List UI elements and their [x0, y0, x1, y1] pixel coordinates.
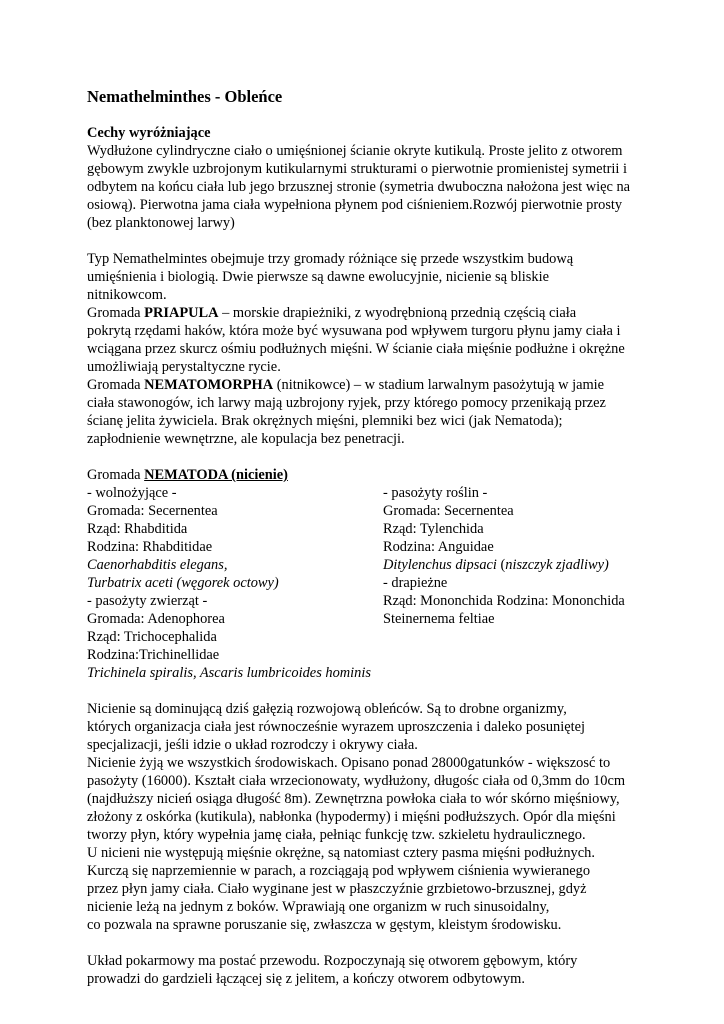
classification-right-column	[383, 484, 683, 628]
text-line: (bez planktonowej larwy)	[87, 215, 235, 231]
species-line	[383, 556, 683, 574]
text-line: pokrytą rzędami haków, która może być wysuwana pod wpływem turgoru płynu jamy ciała i	[87, 323, 621, 339]
text-fragment: (nitnikowce) – w stadium larwalnym pasożytują w jamie	[273, 377, 605, 393]
text-line: osiową). Pierwotna jama ciała wypełniona płynem pod ciśnieniem.Rozwój pierwotnie prosty	[87, 197, 623, 213]
text-line: Wydłużone cylindryczne ciało o umięśnionej ścianie okryte kutikulą. Proste jelito z otworem	[87, 143, 623, 159]
gromada-prefix: Gromada	[87, 305, 145, 321]
text-line: wciągana przez skurcz ośmiu podłużnych mięśni. W ścianie ciała mięśnie podłużne i okrężne	[87, 341, 625, 357]
text-line: odbytem na końcu ciała lub jego brzusznej stronie (symetria dwuboczna nałożona jest więc na	[87, 179, 631, 195]
text-line: pasożyty (16000). Kształt ciała wrzecionowaty, wydłużony, długośc ciała od 0,3mm do 10cm	[87, 773, 626, 789]
spacer	[87, 934, 687, 952]
text-fragment: (	[496, 557, 506, 573]
text-line: których organizacja ciała jest równocześnie wyrazem uproszczenia i daleko posuniętej	[87, 719, 585, 735]
taxon-rzad-rodzina: Rząd: Mononchida Rodzina: Mononchida	[383, 593, 625, 609]
text-line: Kurczą się naprzemiennie w parach, a rozciągają pod wpływem ciśnienia wywieranego	[87, 863, 591, 879]
nematomorpha-name: NEMATOMORPHA	[144, 377, 274, 393]
nematoda-heading	[87, 466, 687, 484]
features-heading: Cechy wyróżniające	[87, 125, 211, 141]
text-line: umięśnienia i biologią. Dwie pierwsze są dawne ewolucyjnie, nicienie są bliskie	[87, 269, 549, 285]
group-label: - pasożyty roślin -	[383, 485, 488, 501]
priapula-name: PRIAPULA	[144, 305, 219, 321]
taxon-gromada: Gromada: Secernentea	[383, 503, 514, 519]
taxon-rzad: Rząd: Rhabditida	[87, 521, 188, 537]
taxon-rzad: Rząd: Tylenchida	[383, 521, 484, 537]
spacer	[87, 232, 687, 250]
group-label: - pasożyty zwierząt -	[87, 593, 208, 609]
taxon-gromada: Gromada: Adenophorea	[87, 611, 225, 627]
gromada-prefix: Gromada	[87, 377, 145, 393]
taxon-rodzina: Rodzina:Trichinellidae	[87, 647, 220, 663]
taxon-rodzina: Rodzina: Rhabditidae	[87, 539, 213, 555]
features-section	[87, 124, 687, 232]
group-label: - drapieżne	[383, 575, 448, 591]
species-name: Turbatrix aceti (węgorek octowy)	[87, 575, 279, 591]
text-line: nitnikowcom.	[87, 287, 167, 303]
text-line: zapłodnienie wewnętrzne, ale kopulacja bez penetracji.	[87, 431, 405, 447]
classification-left-column	[87, 484, 377, 682]
species-name: Caenorhabditis elegans,	[87, 557, 228, 573]
text-line: Nicienie są dominującą dziś gałęzią rozwojową obleńców. Są to drobne organizmy,	[87, 701, 567, 717]
taxon-rzad: Rząd: Trichocephalida	[87, 629, 217, 645]
text-fragment: – morskie drapieżniki, z wyodrębnioną przednią częścią ciała	[218, 305, 577, 321]
digestive-paragraph	[87, 952, 687, 988]
group-label: - wolnożyjące -	[87, 485, 177, 501]
text-line: co pozwala na sprawne poruszanie się, zwłaszcza w gęstym, kleistym środowisku.	[87, 917, 562, 933]
nematoda-name: NEMATODA (nicienie)	[144, 467, 288, 483]
nematoda-section	[87, 466, 687, 682]
text-line: Typ Nemathelmintes obejmuje trzy gromady różniące się przede wszystkim budową	[87, 251, 574, 267]
species-name: Ditylenchus dipsaci	[383, 557, 497, 573]
species-name: Trichinela spiralis, Ascaris lumbricoides hominis	[87, 665, 371, 681]
classification-columns	[87, 484, 687, 682]
text-line: prowadzi do gardzieli łączącej się z jelitem, a kończy otworem odbytowym.	[87, 971, 525, 987]
priapula-first-line	[87, 304, 687, 322]
taxon-gromada: Gromada: Secernentea	[87, 503, 218, 519]
text-line: Nicienie żyją we wszystkich środowiskach. Opisano ponad 28000gatunków - większosć to	[87, 755, 611, 771]
text-line: ciała stawonogów, ich larwy mają uzbrojony ryjek, przy którego pomocy przenikają przez	[87, 395, 606, 411]
spacer	[87, 682, 687, 700]
nicienie-paragraph	[87, 700, 687, 934]
text-line: U nicieni nie występują mięśnie okrężne, są natomiast cztery pasma mięśni podłużnych.	[87, 845, 595, 861]
document-body	[87, 87, 687, 988]
spacer	[87, 448, 687, 466]
page-title: Nemathelminthes - Obleńce	[87, 87, 283, 106]
text-line: (najdłuższy nicień osiąga długość 8m). Zewnętrzna powłoka ciała to wór skórno mięśniowy,	[87, 791, 620, 807]
gromada-prefix: Gromada	[87, 467, 145, 483]
text-line: ścianę jelita żywiciela. Brak okrężnych mięśni, plemniki bez wici (jak Nematoda);	[87, 413, 563, 429]
priapula-section	[87, 304, 687, 376]
species-name: Steinernema feltiae	[383, 611, 495, 627]
text-line: nicienie leżą na jednym z boków. Wprawiają one organizm w ruch sinusoidalny,	[87, 899, 550, 915]
taxon-rodzina: Rodzina: Anguidae	[383, 539, 494, 555]
text-line: złożony z oskórka (kutikula), nabłonka (hypodermy) i mięśni podłuższych. Opór dla mięśni	[87, 809, 616, 825]
species-common-name: niszczyk zjadliwy)	[505, 557, 609, 573]
text-line: gębowym zwykle uzbrojonym kutikularnymi strukturami o pierwotnie promienistej symetrii i	[87, 161, 627, 177]
nematomorpha-first-line	[87, 376, 687, 394]
nematomorpha-section	[87, 376, 687, 448]
text-line: przez płyn jamy ciała. Ciało wyginane jest w płaszczyźnie grzbietowo-brzusznej, gdyż	[87, 881, 587, 897]
text-line: tworzy płyn, który wypełnia jamę ciała, pełniąc funkcję tzw. szkieletu hydraulicznego.	[87, 827, 586, 843]
text-line: specjalizacji, jeśli idzie o układ rozrodczy i okrywy ciała.	[87, 737, 418, 753]
text-line: Układ pokarmowy ma postać przewodu. Rozpoczynają się otworem gębowym, który	[87, 953, 578, 969]
type-intro-section	[87, 250, 687, 304]
text-line: umożliwiają perystaltyczne rycie.	[87, 359, 281, 375]
